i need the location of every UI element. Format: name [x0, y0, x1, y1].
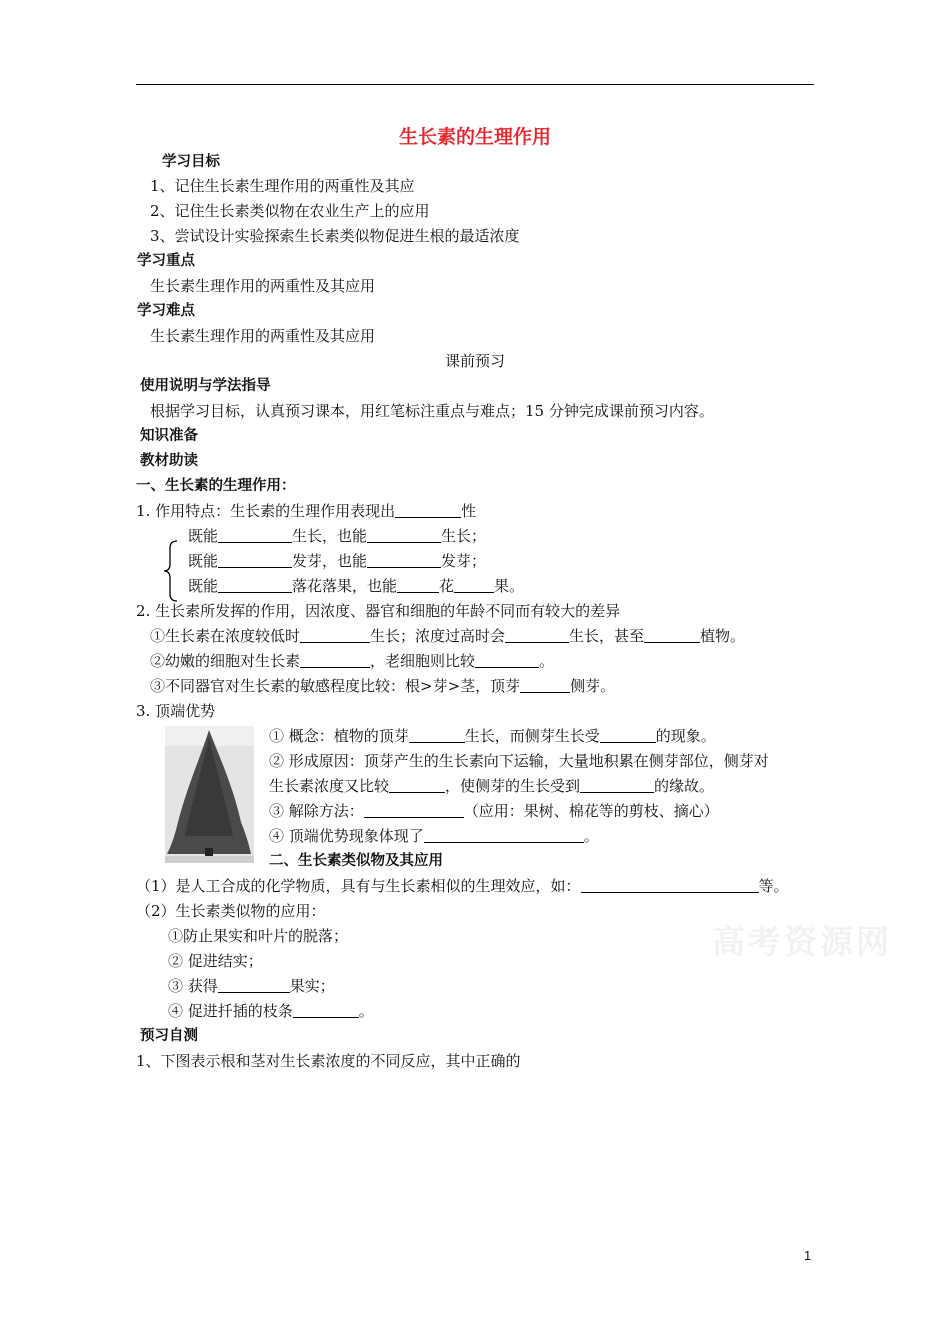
text: 生长素浓度又比较 — [269, 777, 390, 795]
fill-blank[interactable] — [580, 777, 654, 793]
fill-blank[interactable] — [218, 977, 290, 993]
difference-line: 2. 生长素所发挥的作用，因浓度、器官和细胞的年龄不同而有较大的差异 — [136, 602, 621, 620]
textbook-guide-heading: 教材助读 — [140, 453, 198, 469]
application-item: ①防止果实和叶片的脱落； — [168, 927, 349, 945]
tree-image — [165, 726, 254, 863]
text: ① 概念：植物的顶芽 — [269, 727, 409, 745]
organ-sensitivity-line — [150, 676, 615, 696]
difficulties-text: 生长素生理作用的两重性及其应用 — [150, 327, 376, 345]
text: 植物。 — [700, 627, 746, 645]
feature-line — [136, 501, 476, 521]
fill-blank[interactable] — [293, 1002, 359, 1018]
fill-blank[interactable] — [397, 577, 439, 593]
text: ③ 解除方法： — [269, 802, 364, 820]
text: 生长，也能 — [292, 527, 368, 545]
fill-blank[interactable] — [218, 527, 292, 543]
fill-blank[interactable] — [218, 552, 292, 568]
text: 1. 作用特点：生长素的生理作用表现出 — [136, 502, 396, 520]
fill-blank[interactable] — [454, 577, 494, 593]
preview-title: 课前预习 — [444, 352, 505, 370]
concentration-line — [150, 626, 745, 646]
text: 既能 — [188, 577, 219, 595]
fill-blank[interactable] — [581, 877, 759, 893]
apical-dominance-heading: 3. 顶端优势 — [136, 702, 216, 720]
cause-line — [269, 776, 714, 796]
application-item — [168, 1001, 374, 1021]
header-rule — [136, 84, 814, 85]
text: ④ 促进扦插的枝条 — [168, 1002, 293, 1020]
difficulties-heading: 学习难点 — [137, 303, 195, 319]
brace-icon — [163, 540, 179, 602]
goals-heading: 学习目标 — [162, 154, 220, 170]
goal-item: 3、尝试设计实验探索生长素类似物促进生根的最适浓度 — [150, 227, 520, 245]
text: 既能 — [188, 552, 219, 570]
text: 。 — [539, 652, 555, 670]
text: 果。 — [494, 577, 525, 595]
brace-row — [188, 576, 524, 596]
text: ③ 获得 — [168, 977, 218, 995]
text: 发芽； — [441, 552, 487, 570]
conifer-tree-icon — [165, 726, 254, 863]
usage-heading: 使用说明与学法指导 — [140, 378, 271, 394]
fill-blank[interactable] — [367, 527, 441, 543]
text: 性 — [461, 502, 477, 520]
fill-blank[interactable] — [505, 627, 569, 643]
text: 生长； — [441, 527, 487, 545]
goal-item: 2、记住生长素类似物在农业生产上的应用 — [150, 202, 430, 220]
fill-blank[interactable] — [409, 727, 465, 743]
fill-blank[interactable] — [600, 727, 656, 743]
fill-blank[interactable] — [367, 552, 441, 568]
text: 生长；浓度过高时会 — [370, 627, 506, 645]
goal-item: 1、记住生长素生理作用的两重性及其应 — [150, 177, 415, 195]
usage-text: 根据学习目标，认真预习课本，用红笔标注重点与难点；15 分钟完成课前预习内容。 — [150, 402, 714, 420]
page-title: 生长素的生理作用 — [398, 126, 551, 148]
text: 落花落果，也能 — [292, 577, 398, 595]
text: ④ 顶端优势现象体现了 — [269, 827, 424, 845]
key-points-text: 生长素生理作用的两重性及其应用 — [150, 277, 376, 295]
text: 侧芽。 — [570, 677, 616, 695]
fill-blank[interactable] — [644, 627, 700, 643]
text: 的现象。 — [655, 727, 716, 745]
application-item: ② 促进结实； — [168, 952, 263, 970]
remove-line — [269, 801, 719, 821]
text: ，老细胞则比较 — [370, 652, 476, 670]
reflect-line — [269, 826, 599, 846]
fill-blank[interactable] — [475, 652, 539, 668]
text: 生长，而侧芽生长受 — [464, 727, 600, 745]
fill-blank[interactable] — [218, 577, 292, 593]
text: ①生长素在浓度较低时 — [150, 627, 301, 645]
text: 生长，甚至 — [569, 627, 645, 645]
text: （1）是人工合成的化学物质，具有与生长素相似的生理效应，如： — [136, 877, 581, 895]
application-item — [168, 976, 335, 996]
concept-line — [269, 726, 716, 746]
section2-heading: 二、生长素类似物及其应用 — [269, 853, 443, 869]
text: 花 — [439, 577, 455, 595]
text: ③不同器官对生长素的敏感程度比较：根>芽>茎，顶芽 — [150, 677, 521, 695]
cell-age-line — [150, 651, 554, 671]
brace-row — [188, 526, 486, 546]
key-points-heading: 学习重点 — [137, 253, 195, 269]
text: 等。 — [758, 877, 789, 895]
text: 。 — [583, 827, 599, 845]
text: 果实； — [289, 977, 335, 995]
page-number: 1 — [804, 1248, 812, 1263]
watermark: 高考资源网 — [712, 922, 892, 961]
fill-blank[interactable] — [424, 827, 584, 843]
text: ，使侧芽的生长受到 — [445, 777, 581, 795]
self-test-question: 1、下图表示根和茎对生长素浓度的不同反应，其中正确的 — [136, 1052, 521, 1070]
text: 的缘故。 — [654, 777, 715, 795]
analog-definition-line — [136, 876, 789, 896]
fill-blank[interactable] — [300, 627, 370, 643]
fill-blank[interactable] — [520, 677, 570, 693]
fill-blank[interactable] — [395, 502, 461, 518]
fill-blank[interactable] — [300, 652, 370, 668]
cause-line: ② 形成原因：顶芽产生的生长素向下运输，大量地积累在侧芽部位，侧芽对 — [269, 752, 769, 770]
brace-row — [188, 551, 486, 571]
section1-heading: 一、生长素的生理作用： — [136, 478, 296, 494]
text: （应用：果树、棉花等的剪枝、摘心） — [463, 802, 719, 820]
analog-application-line: （2）生长素类似物的应用： — [136, 902, 326, 920]
text: 发芽，也能 — [292, 552, 368, 570]
fill-blank[interactable] — [364, 802, 464, 818]
self-test-heading: 预习自测 — [140, 1028, 198, 1044]
fill-blank[interactable] — [389, 777, 445, 793]
text: 。 — [358, 1002, 374, 1020]
text: ②幼嫩的细胞对生长素 — [150, 652, 301, 670]
text: 既能 — [188, 527, 219, 545]
knowledge-prep-heading: 知识准备 — [140, 428, 198, 444]
